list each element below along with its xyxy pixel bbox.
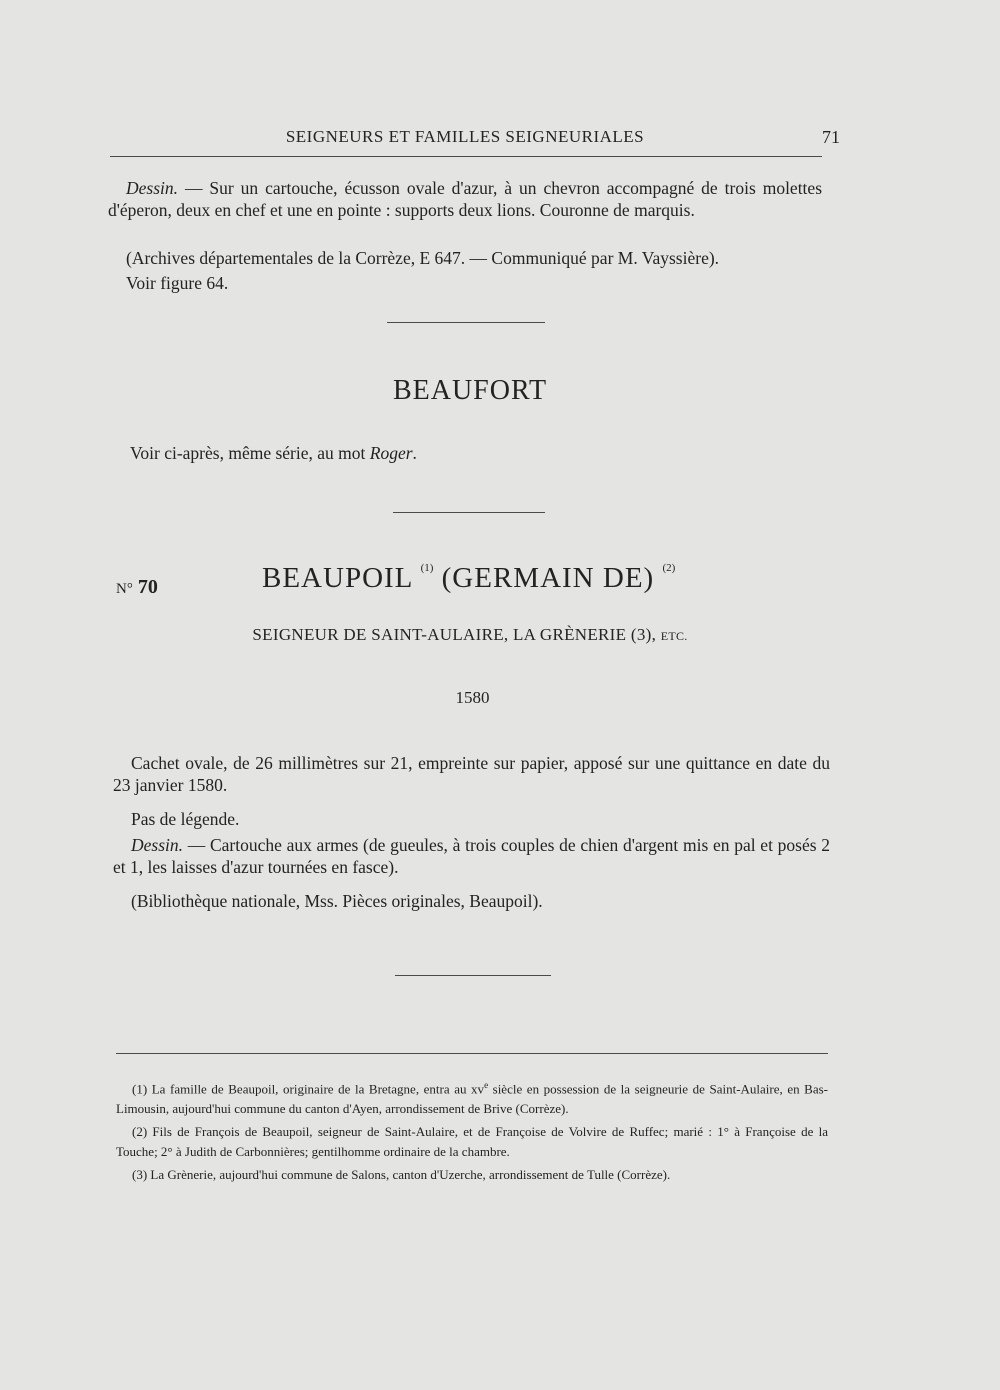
footnote-3: (3) La Grènerie, aujourd'hui commune de Salons, canton d'Uzerche, arrondissement de Tulle (Corrèze). (132, 1167, 671, 1183)
entry-number (116, 576, 158, 599)
footnote-1-text-end: siècle en possession de la seigneurie de Saint-Aulaire, en Bas-Limousin, aujourd'hui commune du canton d'Ayen, arrondissement de Brive (Corrèze). (116, 1081, 828, 1117)
footnotes (116, 1075, 828, 1188)
footnote-ref-1: (1) (420, 562, 434, 574)
footnote-ref-2: (2) (662, 562, 676, 574)
section-divider-2 (393, 512, 545, 513)
entry-source-paragraph (113, 890, 830, 912)
entry-subtitle (0, 625, 940, 645)
section-divider-3 (395, 975, 551, 976)
dessin-label: Dessin. (126, 178, 179, 198)
entry-title-name: BEAUPOIL (262, 562, 413, 594)
footnote-1 (116, 1075, 828, 1119)
footnote-1-sup: e (484, 1080, 489, 1090)
entry-date: 1580 (455, 688, 490, 707)
entry-number-prefix: N° (116, 581, 133, 597)
intro-dessin-paragraph (108, 177, 822, 221)
footnote-2: (2) Fils de François de Beaupoil, seigneur de Saint-Aulaire, et de Françoise de Volvire de Ruffec; marié : 1° à Françoise de la Touche; 2° à Judith de Carbonnières; gentilhomme ordinaire de la chambre. (116, 1124, 828, 1160)
cachet-text: Cachet ovale, de 26 millimètres sur 21, empreinte sur papier, apposé sur une quittance en date du 23 janvier 1580. (113, 753, 830, 795)
entry-dessin-label: Dessin. (131, 835, 184, 855)
footnote-1-text: (1) La famille de Beaupoil, originaire de la Bretagne, entra au xv (132, 1081, 485, 1097)
entry-number-value: 70 (137, 576, 158, 598)
source-text: (Bibliothèque nationale, Mss. Pièces originales, Beaupoil). (131, 891, 543, 911)
entry-dessin-paragraph (113, 834, 830, 878)
entry-subtitle-etc: ETC. (660, 629, 688, 643)
beaufort-voir-prefix: Voir ci-après, même série, au mot (130, 443, 370, 463)
header-rule (110, 156, 822, 157)
beaufort-heading: BEAUFORT (392, 375, 548, 406)
entry-dessin-text: — Cartouche aux armes (de gueules, à trois couples de chien d'argent mis en pal et posés 2 et 1, les laisses d'azur tournées en fasce). (113, 835, 830, 877)
footnote-rule (116, 1053, 828, 1054)
entry-legende-paragraph (113, 808, 830, 830)
beaufort-voir-paragraph (112, 442, 812, 464)
dessin-text: — Sur un cartouche, écusson ovale d'azur, à un chevron accompagné de trois molettes d'éperon, deux en chef et une en pointe : supports deux lions. Couronne de marquis. (108, 178, 822, 220)
intro-archives-paragraph (108, 247, 822, 269)
beaufort-voir-word: Roger (369, 443, 413, 463)
intro-voir-paragraph (108, 272, 822, 294)
entry-title-rest: (GERMAIN DE) (433, 562, 655, 594)
legende-text: Pas de légende. (131, 809, 240, 829)
entry-title (262, 562, 675, 595)
archives-text: (Archives départementales de la Corrèze, E 647. — Communiqué par M. Vayssière). (126, 248, 720, 268)
running-title: SEIGNEURS ET FAMILLES SEIGNEURIALES (285, 127, 645, 146)
section-divider-1 (387, 322, 545, 323)
beaufort-voir-suffix: . (412, 443, 417, 463)
entry-cachet-paragraph (113, 752, 830, 796)
entry-subtitle-text: SEIGNEUR DE SAINT-AULAIRE, LA GRÈNERIE (3), (252, 625, 661, 644)
voir-figure-text: Voir figure 64. (126, 273, 229, 293)
page-number: 71 (822, 127, 840, 147)
